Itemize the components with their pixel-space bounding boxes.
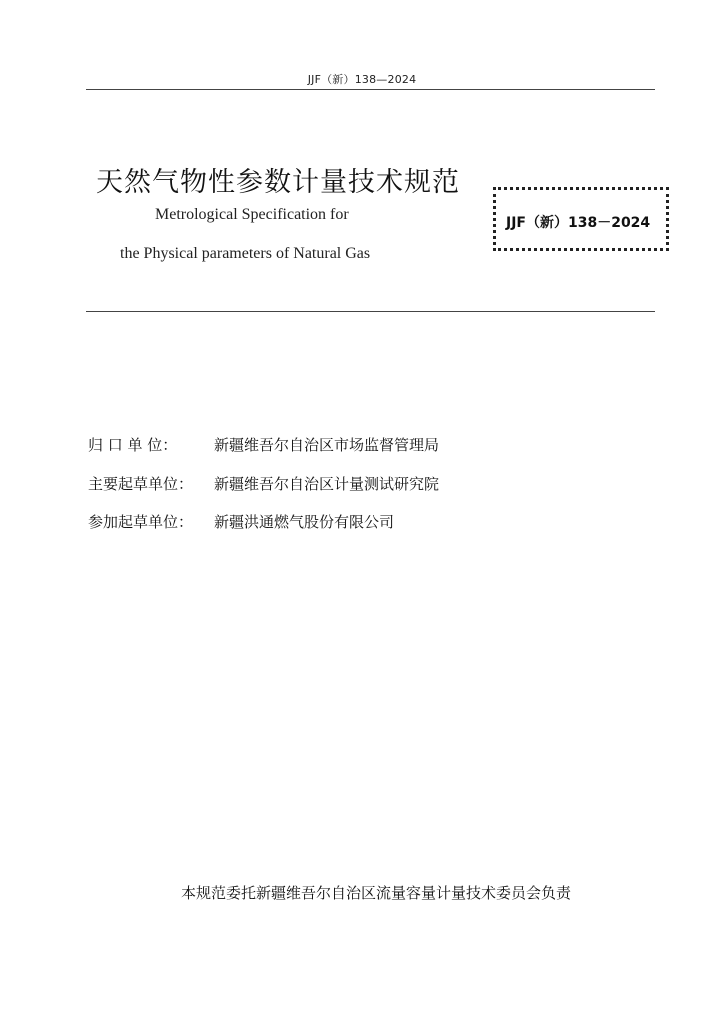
org-value: 新疆维吾尔自治区计量测试研究院 <box>214 475 440 493</box>
title-divider <box>86 311 655 312</box>
header-divider <box>86 89 655 90</box>
specification-code-box <box>493 187 669 251</box>
org-row-participating-drafting-unit <box>88 511 394 532</box>
document-title-chinese: 天然气物性参数计量技术规范 <box>96 167 460 198</box>
org-value: 新疆洪通燃气股份有限公司 <box>214 513 395 531</box>
document-title-english-line-2: the Physical parameters of Natural Gas <box>120 245 371 262</box>
org-row-responsible-unit <box>88 434 439 455</box>
org-label: 归 口 单 位： <box>88 436 178 454</box>
org-label: 主要起草单位： <box>88 475 194 493</box>
specification-code: JJF（新）138－2024 <box>506 215 651 231</box>
footer-note: 本规范委托新疆维吾尔自治区流量容量计量技术委员会负责 <box>180 884 571 902</box>
org-row-main-drafting-unit <box>88 473 439 494</box>
org-label: 参加起草单位： <box>88 513 194 531</box>
document-title-english-line-1: Metrological Specification for <box>155 206 349 223</box>
document-header-code: JJF（新）138—2024 <box>307 73 417 86</box>
org-value: 新疆维吾尔自治区市场监督管理局 <box>214 436 440 454</box>
